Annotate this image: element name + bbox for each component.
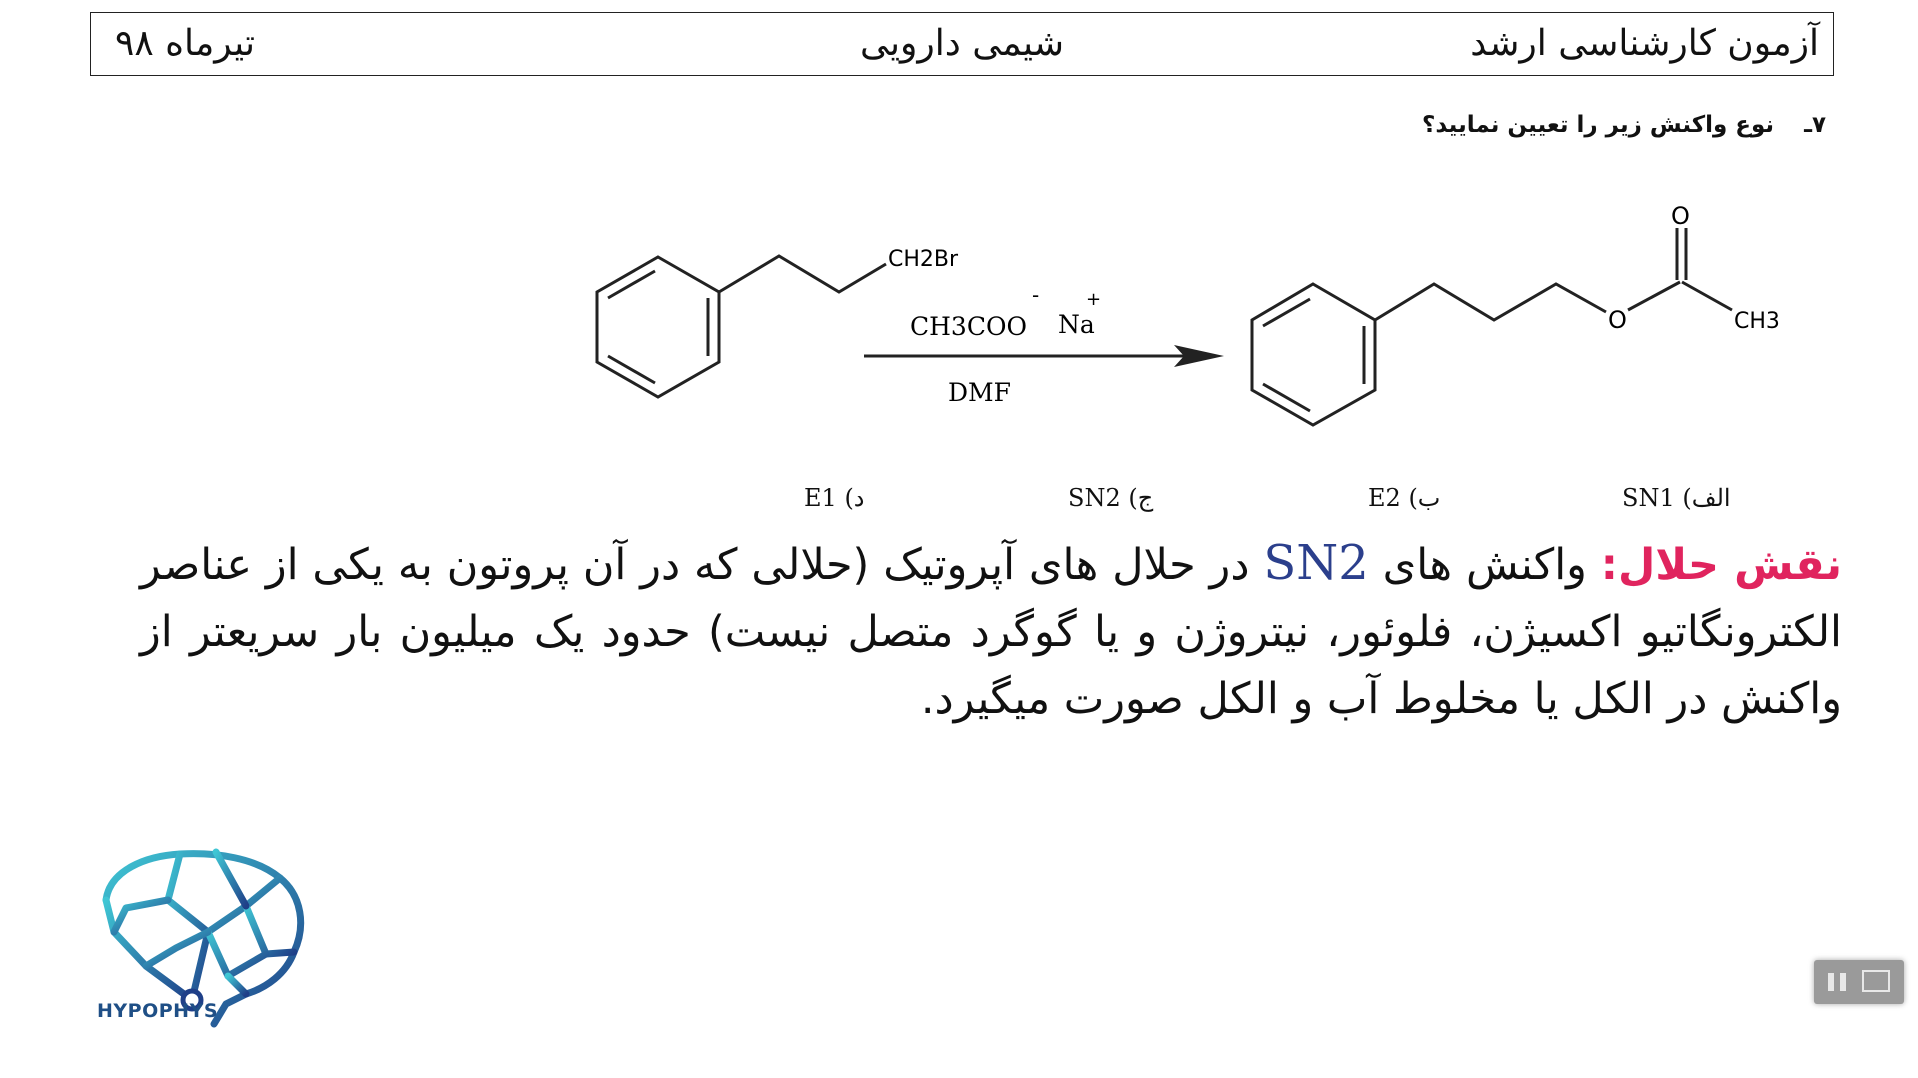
explanation-highlight: نقش حلال: — [1600, 540, 1842, 590]
option-b-key: ب) — [1408, 484, 1441, 512]
option-b — [1368, 484, 1440, 512]
reactant-propyl-chain — [719, 256, 886, 292]
explanation-part1: واکنش های — [1382, 540, 1587, 590]
carbonyl-oxygen-label: O — [1671, 202, 1690, 230]
option-a-key: الف) — [1682, 484, 1731, 512]
ester-bond — [1628, 282, 1680, 310]
question-number: ۷ـ — [1804, 112, 1826, 138]
exam-title: آزمون کارشناسی ارشد — [1470, 23, 1819, 64]
video-player-controls[interactable] — [1814, 960, 1904, 1004]
explanation-part2: در حلال های آپروتیک (حلالی که در آن پروتون به یکی از عناصر الکترونگاتیو اکسیژن، فلوئور، نیتروژن و یا گوگرد متصل نیست) حدود یک میلیون بار سریعتر از واکنش در الکل یا مخلوط آب و الکل صورت میگیرد. — [140, 540, 1842, 724]
ester-oxygen-label: O — [1608, 306, 1627, 334]
option-d — [804, 484, 865, 512]
option-b-value: E2 — [1368, 484, 1401, 512]
explanation-sn2: SN2 — [1263, 535, 1369, 591]
product-methyl-label: CH3 — [1734, 309, 1780, 334]
reagent-plus-charge: + — [1086, 289, 1102, 310]
reagent-minus-charge: - — [1032, 283, 1040, 307]
pause-icon[interactable] — [1828, 973, 1848, 991]
reagent-acetate: CH3COO — [910, 312, 1027, 341]
product-propyl-chain — [1375, 284, 1606, 320]
reaction-solvent: DMF — [948, 378, 1011, 407]
logo-wordmark: HYPOPHYS — [97, 1000, 219, 1022]
option-c-value: SN2 — [1068, 484, 1121, 512]
question-text: نوع واکنش زیر را تعیین نمایید؟ — [1422, 112, 1775, 138]
exam-date: تیرماه ۹۸ — [115, 23, 255, 64]
presentation-screen-icon[interactable] — [1862, 970, 1890, 992]
reaction-scheme — [0, 0, 1918, 470]
option-a-value: SN1 — [1622, 484, 1675, 512]
subject-title: شیمی دارویی — [859, 23, 1065, 64]
explanation-paragraph — [140, 530, 1842, 733]
option-c-key: ج) — [1128, 484, 1154, 512]
option-d-key: د) — [844, 484, 865, 512]
reactant-ch2br-label: CH2Br — [888, 247, 959, 272]
reagent-sodium: Na — [1058, 310, 1095, 339]
option-d-value: E1 — [804, 484, 837, 512]
methyl-bond — [1682, 282, 1732, 310]
option-c — [1068, 484, 1153, 512]
product-benzene-ring — [1252, 284, 1375, 425]
option-a — [1622, 484, 1731, 512]
reactant-benzene-ring — [597, 257, 719, 397]
